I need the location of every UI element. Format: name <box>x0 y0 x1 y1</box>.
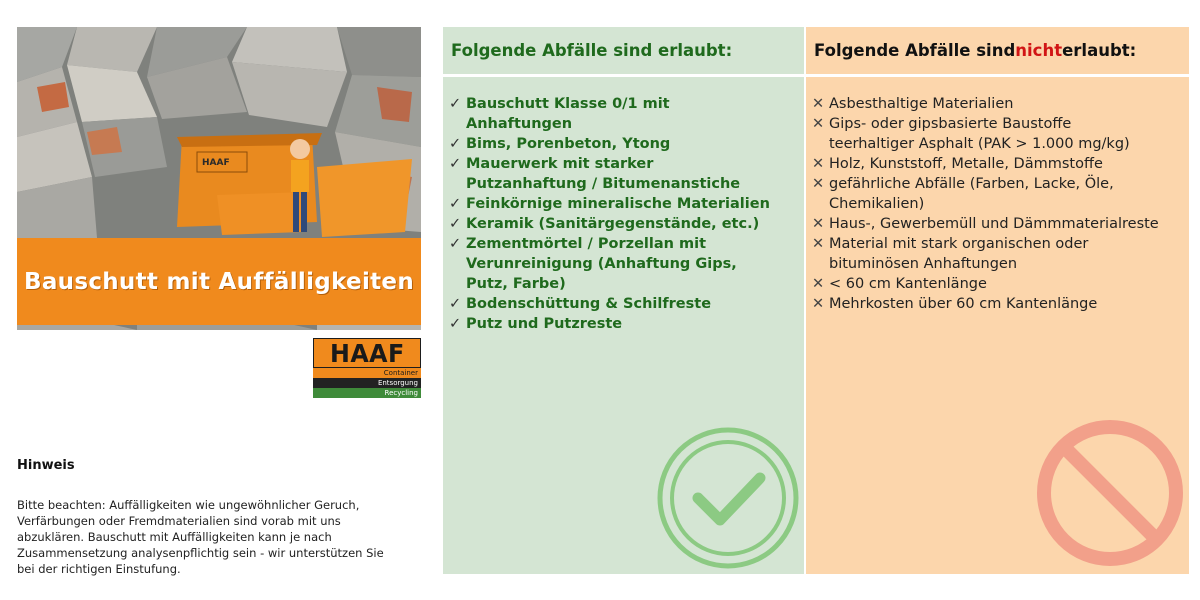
check-icon: ✓ <box>449 236 462 252</box>
forbidden-item-text <box>829 214 1159 234</box>
cross-icon: ✕ <box>812 116 825 132</box>
forbidden-item <box>812 274 1189 294</box>
allowed-item <box>449 314 804 334</box>
prohibited-icon <box>1034 417 1186 569</box>
allowed-item-text <box>466 134 670 154</box>
allowed-item-line: Putzanhaftung / Bitumenanstiche <box>466 176 741 192</box>
haaf-logo <box>313 338 421 398</box>
forbidden-title-after: erlaubt: <box>1062 41 1137 60</box>
hero-banner-text: Bauschutt mit Auffälligkeiten <box>24 268 414 295</box>
check-icon: ✓ <box>449 136 462 152</box>
allowed-item <box>449 194 804 214</box>
allowed-item-line: Verunreinigung (Anhaftung Gips, <box>466 256 737 272</box>
forbidden-item <box>812 174 1189 214</box>
forbidden-item-text <box>829 174 1114 214</box>
cross-icon: ✕ <box>812 156 825 172</box>
allowed-item-line: Feinkörnige mineralische Materialien <box>466 196 770 212</box>
forbidden-item-text <box>829 294 1097 314</box>
hint-title: Hinweis <box>17 458 75 473</box>
allowed-title: Folgende Abfälle sind erlaubt: <box>443 27 804 77</box>
forbidden-item <box>812 154 1189 174</box>
forbidden-item-line: Gips- oder gipsbasierte Baustoffe <box>829 116 1072 132</box>
forbidden-title-highlight: nicht <box>1015 41 1063 60</box>
cross-icon: ✕ <box>812 176 825 192</box>
forbidden-item-line: Holz, Kunststoff, Metalle, Dämmstoffe <box>829 156 1103 172</box>
hero-banner <box>17 238 421 325</box>
cross-icon: ✕ <box>812 296 825 312</box>
check-icon: ✓ <box>449 156 462 172</box>
allowed-item-text <box>466 214 759 234</box>
forbidden-item-line: Mehrkosten über 60 cm Kantenlänge <box>829 296 1098 312</box>
forbidden-item-line: bituminösen Anhaftungen <box>829 256 1018 272</box>
allowed-item-line: Anhaftungen <box>466 116 573 132</box>
check-icon: ✓ <box>449 316 462 332</box>
forbidden-item-text <box>829 154 1103 174</box>
logo-line-entsorgung: Entsorgung <box>313 378 421 388</box>
allowed-item <box>449 134 804 154</box>
forbidden-item-line: gefährliche Abfälle (Farben, Lacke, Öle, <box>829 176 1114 192</box>
allowed-item-text <box>466 294 711 314</box>
allowed-item <box>449 94 804 134</box>
allowed-item-text <box>466 94 670 134</box>
allowed-item-line: Mauerwerk mit starker <box>466 156 654 172</box>
allowed-item-text <box>466 154 740 194</box>
forbidden-item-text <box>829 234 1088 274</box>
allowed-item-line: Bims, Porenbeton, Ytong <box>466 136 671 152</box>
allowed-item <box>449 294 804 314</box>
allowed-item-line: Zementmörtel / Porzellan mit <box>466 236 707 252</box>
forbidden-item-text <box>829 94 1013 114</box>
logo-line-recycling: Recycling <box>313 388 421 398</box>
forbidden-item-text <box>829 274 987 294</box>
hint-text: Bitte beachten: Auffälligkeiten wie ungewöhnlicher Geruch, Verfärbungen oder Fremdmaterialien sind vorab mit uns abzuklären. Bauschutt mit Auffälligkeiten kann je nach Zusammensetzung analysenpflichtig sein - wir unterstützen Sie bei der richtigen Einstufung. <box>17 498 384 576</box>
allowed-item <box>449 214 804 234</box>
allowed-item-line: Keramik (Sanitärgegenstände, etc.) <box>466 216 760 232</box>
container-brand-text: HAAF <box>202 158 230 168</box>
forbidden-item <box>812 94 1189 114</box>
forbidden-panel <box>806 27 1189 574</box>
forbidden-item-text <box>829 114 1130 154</box>
forbidden-item-line: Haus-, Gewerbemüll und Dämmmaterialreste <box>829 216 1159 232</box>
cross-icon: ✕ <box>812 276 825 292</box>
forbidden-item <box>812 114 1189 154</box>
forbidden-item-line: Material mit stark organischen oder <box>829 236 1089 252</box>
allowed-item-line: Bodenschüttung & Schilfreste <box>466 296 712 312</box>
check-icon: ✓ <box>449 96 462 112</box>
forbidden-item <box>812 294 1189 314</box>
check-icon: ✓ <box>449 216 462 232</box>
forbidden-item-line: teerhaltiger Asphalt (PAK > 1.000 mg/kg) <box>829 136 1130 152</box>
allowed-item-line: Bauschutt Klasse 0/1 mit <box>466 96 670 112</box>
forbidden-list <box>806 77 1189 314</box>
allowed-item <box>449 154 804 194</box>
cross-icon: ✕ <box>812 236 825 252</box>
forbidden-item-line: < 60 cm Kantenlänge <box>829 276 987 292</box>
allowed-list <box>443 77 804 334</box>
allowed-item <box>449 234 804 294</box>
check-icon: ✓ <box>449 196 462 212</box>
forbidden-item-line: Chemikalien) <box>829 196 925 212</box>
forbidden-title <box>806 27 1189 77</box>
allowed-item-line: Putz und Putzreste <box>466 316 623 332</box>
cross-icon: ✕ <box>812 216 825 232</box>
allowed-item-text <box>466 314 622 334</box>
logo-brand-text: HAAF <box>329 338 405 368</box>
logo-brand <box>313 338 421 368</box>
forbidden-title-before: Folgende Abfälle sind <box>814 41 1016 60</box>
forbidden-item-line: Asbesthaltige Materialien <box>829 96 1014 112</box>
allowed-item-text <box>466 234 737 294</box>
forbidden-item <box>812 234 1189 274</box>
check-circle-icon <box>653 423 803 573</box>
allowed-panel <box>443 27 804 574</box>
check-icon: ✓ <box>449 296 462 312</box>
allowed-item-line: Putz, Farbe) <box>466 276 566 292</box>
hero-image <box>17 27 421 330</box>
forbidden-item <box>812 214 1189 234</box>
cross-icon: ✕ <box>812 96 825 112</box>
logo-line-container: Container <box>313 368 421 378</box>
allowed-item-text <box>466 194 770 214</box>
